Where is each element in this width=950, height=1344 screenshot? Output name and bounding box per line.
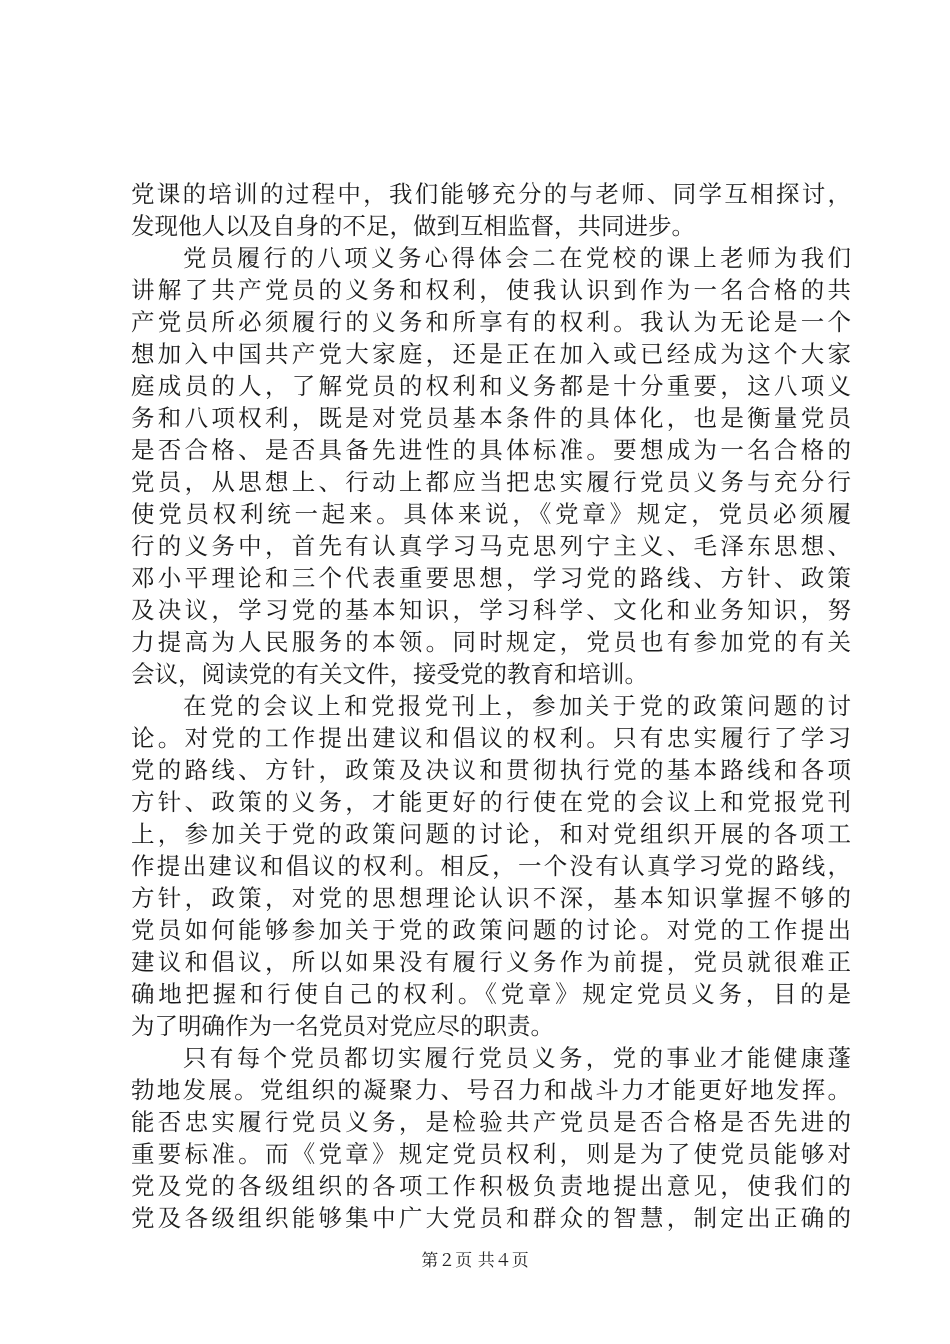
text-line: 邓小平理论和三个代表重要思想，学习党的路线、方针、政策 [131,564,851,592]
text-line: 作提出建议和倡议的权利。相反，一个没有认真学习党的路线， [131,852,851,880]
text-line: 会议，阅读党的有关文件，接受党的教育和培训。 [131,660,648,688]
page-number-footer: 第２页 共４页 [421,1251,529,1271]
text-line: 确地把握和行使自己的权利。《党章》规定党员义务，目的是 [131,980,851,1008]
text-line: 力提高为人民服务的本领。同时规定，党员也有参加党的有关 [131,628,851,656]
text-line: 重要标准。而《党章》规定党员权利，则是为了使党员能够对 [131,1140,851,1168]
text-line: 发现他人以及自身的不足，做到互相监督，共同进步。 [131,212,695,240]
text-line: 党员如何能够参加关于党的政策问题的讨论。对党的工作提出 [131,916,851,944]
text-line: 党员，从思想上、行动上都应当把忠实履行党员义务与充分行 [131,468,851,496]
text-line: 党及党的各级组织的各项工作积极负责地提出意见，使我们的 [131,1172,851,1200]
text-line: 方针、政策的义务，才能更好的行使在党的会议上和党报党刊 [131,788,851,816]
text-line: 党课的培训的过程中，我们能够充分的与老师、同学互相探讨， [131,180,851,208]
text-line: 行的义务中，首先有认真学习马克思列宁主义、毛泽东思想、 [131,532,851,560]
text-line: 为了明确作为一名党员对党应尽的职责。 [131,1012,554,1040]
text-line: 在党的会议上和党报党刊上，参加关于党的政策问题的讨 [183,692,851,720]
text-line: 方针，政策，对党的思想理论认识不深，基本知识掌握不够的 [131,884,851,912]
text-line: 庭成员的人，了解党员的权利和义务都是十分重要，这八项义 [131,372,851,400]
text-line: 是否合格、是否具备先进性的具体标准。要想成为一名合格的 [131,436,851,464]
text-line: 讲解了共产党员的义务和权利，使我认识到作为一名合格的共 [131,276,851,304]
text-line: 务和八项权利，既是对党员基本条件的具体化，也是衡量党员 [131,404,851,432]
text-line: 只有每个党员都切实履行党员义务，党的事业才能健康蓬 [183,1044,851,1072]
text-line: 建议和倡议，所以如果没有履行义务作为前提，党员就很难正 [131,948,851,976]
text-line: 上，参加关于党的政策问题的讨论，和对党组织开展的各项工 [131,820,851,848]
text-line: 党的路线、方针，政策及决议和贯彻执行党的基本路线和各项 [131,756,851,784]
text-line: 产党员所必须履行的义务和所享有的权利。我认为无论是一个 [131,308,851,336]
text-line: 党及各级组织能够集中广大党员和群众的智慧，制定出正确的 [131,1204,851,1232]
text-line: 使党员权利统一起来。具体来说，《党章》规定，党员必须履 [131,500,851,528]
text-line: 勃地发展。党组织的凝聚力、号召力和战斗力才能更好地发挥。 [131,1076,851,1104]
text-line: 党员履行的八项义务心得体会二在党校的课上老师为我们 [183,244,851,272]
text-line: 及决议，学习党的基本知识，学习科学、文化和业务知识，努 [131,596,851,624]
text-line: 能否忠实履行党员义务，是检验共产党员是否合格是否先进的 [131,1108,851,1136]
text-line: 想加入中国共产党大家庭，还是正在加入或已经成为这个大家 [131,340,851,368]
text-line: 论。对党的工作提出建议和倡议的权利。只有忠实履行了学习 [131,724,851,752]
